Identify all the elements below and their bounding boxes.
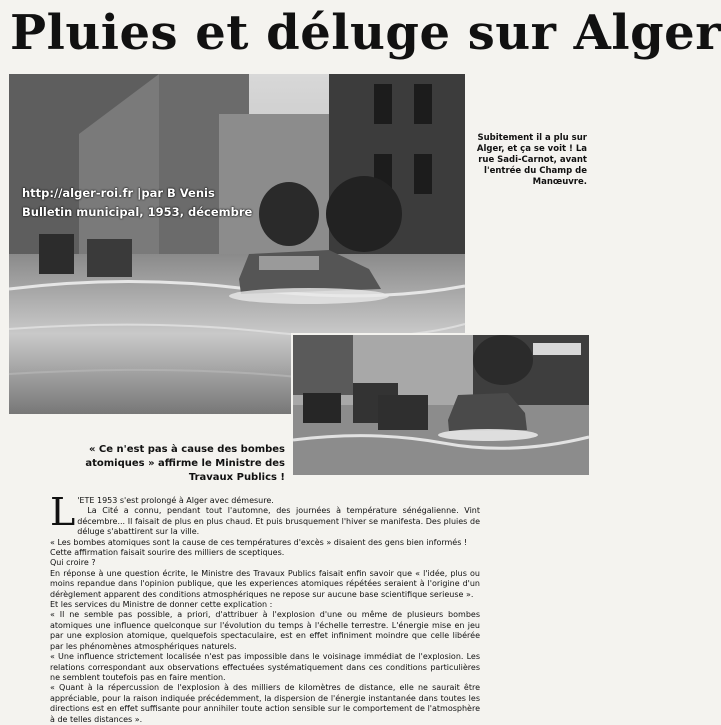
drop-cap: L: [50, 490, 76, 534]
watermark-source: Bulletin municipal, 1953, décembre: [22, 205, 253, 219]
flooded-street-inset-photo: [291, 333, 589, 475]
article-paragraph: « Les bombes atomiques sont la cause de ces températures d'excès » disaient des gens bien informés !: [50, 537, 468, 547]
article-paragraph: Cette affirmation faisait sourire des milliers de sceptiques.: [50, 548, 285, 558]
article-paragraph: « Il ne semble pas possible, a priori, d'attribuer à l'explosion d'une ou même de plusieurs bombes atomiques une influence quelconque sur l'évolution du temps à l'échelle terrestre. L'énergie mise en jeu par une explosion atomique, quelquefois spectaculaire, est en effet infiniment moindre que celle libérée par les phénomènes atmosphériques naturels.: [50, 610, 480, 651]
article-paragraph: 'ETE 1953 s'est prolongé à Alger avec démesure.: [77, 496, 274, 505]
article-body: [50, 490, 480, 725]
page-title: Pluies et déluge sur Alger: [10, 5, 721, 61]
pull-quote: « Ce n'est pas à cause des bombes atomiques » affirme le Ministre des Travaux Publics !: [85, 444, 285, 483]
article-paragraph: Qui croire ?: [50, 558, 96, 568]
article-paragraph: La Cité a connu, pendant tout l'automne, des journées à température sénégalienne. Vint décembre... Il faisait de plus en plus chaud. Et puis brusquement l'hiver se manifesta. Des pluies de déluge s'abattirent sur la ville.: [77, 506, 480, 537]
watermark-url: http://alger-roi.fr |par B Venis: [22, 186, 215, 200]
photo-caption: Subitement il a plu sur Alger, et ça se voit ! La rue Sadi-Carnot, avant l'entrée du Champ de Manœuvre.: [476, 133, 587, 187]
article-paragraph: Et les services du Ministre de donner cette explication :: [50, 600, 273, 610]
article-paragraph: En réponse à une question écrite, le Ministre des Travaux Publics faisait enfin savoir que « l'idée, plus ou moins repandue dans l'opinion publique, que les experiences atomiques répétées seraient à l'origine d'un dérèglement apparent des conditions atmosphériques ne repose sur aucune base scientifique serieuse ».: [50, 568, 480, 599]
article-paragraph: « Une influence strictement localisée n'est pas impossible dans le voisinage immédiat de l'explosion. Les relations correspondant aux observations effectuées systématiquement dans ces conditions particulières ne semblent toutefois pas en faire mention.: [50, 652, 480, 682]
article-paragraph: « Quant à la répercussion de l'explosion à des milliers de kilomètres de distance, elle ne saurait être appréciable, pour la raison indiquée précédemment, la dispersion de l'énergie instantanée dans toutes les directions est en effet suffisante pour annihiler toute action sensible sur le comportement de l'atmosphère à de telles distances ».: [50, 683, 480, 724]
